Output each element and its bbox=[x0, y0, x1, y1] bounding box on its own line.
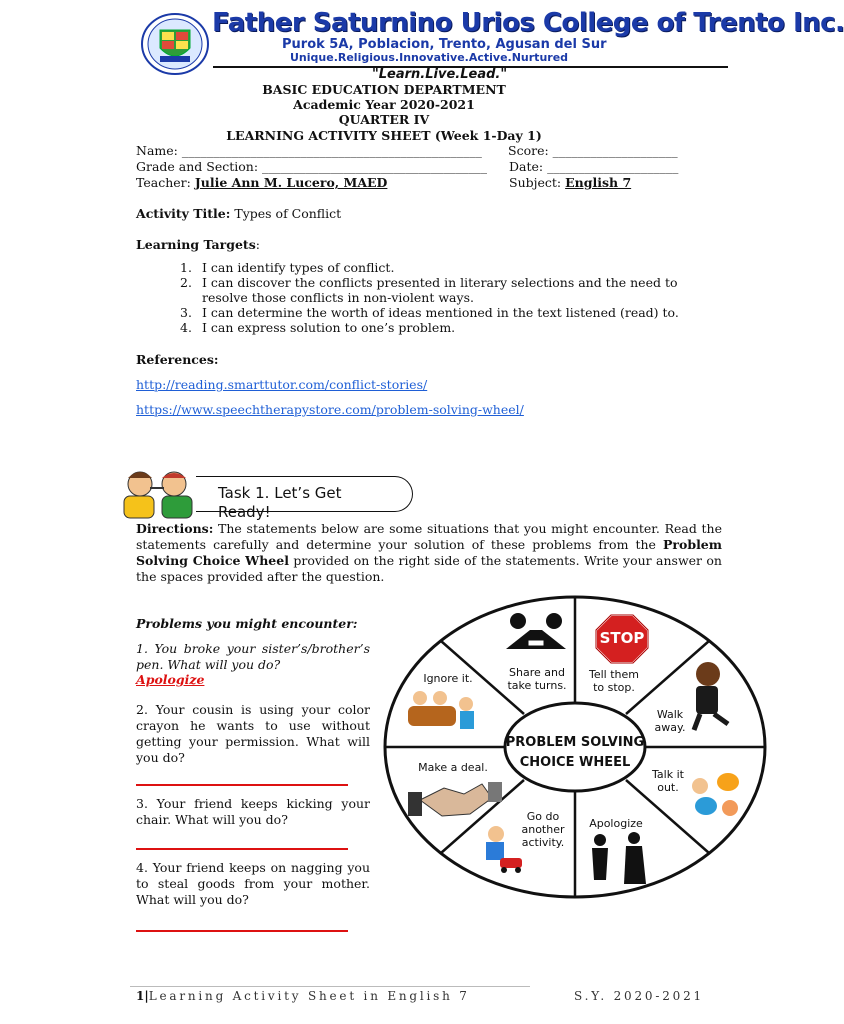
learning-targets-list bbox=[180, 260, 700, 335]
grade-section-field[interactable]: Grade and Section: ____________________________________ bbox=[136, 159, 488, 174]
problem-4: 4. Your friend keeps on nagging you to steal goods from your mother. What will you do? bbox=[136, 860, 370, 907]
wheel-center-line1: PROBLEM SOLVING bbox=[505, 735, 645, 750]
wheel-segment-make-deal: Make a deal. bbox=[418, 761, 488, 774]
list-item: 4. I can express solution to one’s problem. bbox=[180, 320, 456, 335]
learning-targets-heading: Learning Targets: bbox=[136, 237, 260, 252]
slogan: "Learn.Live.Lead." bbox=[372, 67, 508, 82]
task-title: Task 1. Let’s Get Ready! bbox=[218, 484, 342, 521]
directions: Directions: The statements below are some situations that you might encounter. Read the statements carefully and determine your solution of these problems from the Problem Solving Choice Wheel provided on the right side of the statements. Write your answer on the spaces provided after the question. bbox=[136, 521, 722, 584]
reference-link-1[interactable]: http://reading.smarttutor.com/conflict-stories/ bbox=[136, 377, 428, 392]
page-number: 1 bbox=[136, 989, 145, 1003]
teacher-label: Teacher: bbox=[136, 175, 191, 190]
school-logo bbox=[140, 12, 210, 76]
teacher-name: Julie Ann M. Lucero, MAED bbox=[194, 175, 388, 190]
score-field[interactable]: Score: ____________________ bbox=[508, 143, 678, 158]
name-field[interactable]: Name: ________________________________________________ bbox=[136, 143, 482, 158]
subject-label: Subject: bbox=[509, 175, 562, 190]
quarter: QUARTER IV bbox=[338, 112, 430, 127]
problem-2: 2. Your cousin is using your color crayon he wants to use without getting your permission. What will you do? bbox=[136, 702, 370, 765]
reference-link-2[interactable]: https://www.speechtherapystore.com/problem-solving-wheel/ bbox=[136, 402, 524, 417]
subject-name: English 7 bbox=[565, 175, 632, 190]
wheel-segment-ignore: Ignore it. bbox=[423, 672, 473, 685]
wheel-segment-share: Share and take turns. bbox=[507, 666, 567, 692]
teacher-row bbox=[136, 175, 387, 190]
answer-line-2[interactable] bbox=[136, 784, 348, 786]
directions-label: Directions: bbox=[136, 521, 214, 536]
motto-band: Unique.Religious.Innovative.Active.Nurtured bbox=[290, 51, 569, 64]
problem-solving-wheel bbox=[378, 594, 768, 904]
activity-title-label: Activity Title: bbox=[136, 206, 231, 221]
activity-title-value: Types of Conflict bbox=[234, 206, 342, 221]
wheel-segment-talk: Talk it out. bbox=[652, 768, 684, 794]
wheel-center-line2: CHOICE WHEEL bbox=[519, 755, 631, 770]
academic-year: Academic Year 2020-2021 bbox=[293, 97, 475, 112]
list-item: 3. I can determine the worth of ideas mentioned in the text listened (read) to. bbox=[180, 305, 679, 320]
references-heading: References: bbox=[136, 352, 219, 367]
department: BASIC EDUCATION DEPARTMENT bbox=[262, 82, 506, 97]
wheel-segment-another-activity: Go do another activity. bbox=[521, 810, 565, 849]
school-name: Father Saturnino Urios College of Trento Inc. bbox=[212, 8, 844, 38]
answer-1: Apologize bbox=[136, 672, 205, 687]
answer-line-4[interactable] bbox=[136, 930, 348, 932]
problem-3: 3. Your friend keeps kicking your chair. What will you do? bbox=[136, 796, 370, 827]
svg-text:STOP: STOP bbox=[599, 629, 645, 647]
date-field[interactable]: Date: _____________________ bbox=[509, 159, 679, 174]
footer-right: S.Y. 2020-2021 bbox=[574, 989, 704, 1003]
list-item: 2. I can discover the conflicts presented in literary selections and the need to resolve those conflicts in non-violent ways. bbox=[180, 275, 678, 305]
subject-row bbox=[509, 175, 631, 190]
stop-sign-icon bbox=[596, 615, 648, 663]
arguing-kids-clipart bbox=[110, 466, 210, 524]
school-address: Purok 5A, Poblacion, Trento, Agusan del Sur bbox=[282, 37, 607, 52]
list-item: 1. I can identify types of conflict. bbox=[180, 260, 395, 275]
footer-divider bbox=[130, 986, 530, 987]
activity-title-row bbox=[136, 206, 341, 221]
wheel-segment-tell-stop: Tell them to stop. bbox=[589, 668, 639, 694]
wheel-segment-apologize: Apologize bbox=[589, 817, 643, 830]
answer-line-3[interactable] bbox=[136, 848, 348, 850]
problem-1: 1. You broke your sister’s/brother’s pen. What will you do? bbox=[136, 641, 370, 672]
wheel-segment-walk-away: Walk away. bbox=[654, 708, 686, 734]
footer-left: 1|Learning Activity Sheet in English 7 bbox=[136, 989, 470, 1003]
problems-heading: Problems you might encounter: bbox=[136, 616, 358, 631]
sheet-title: LEARNING ACTIVITY SHEET (Week 1-Day 1) bbox=[226, 128, 542, 143]
